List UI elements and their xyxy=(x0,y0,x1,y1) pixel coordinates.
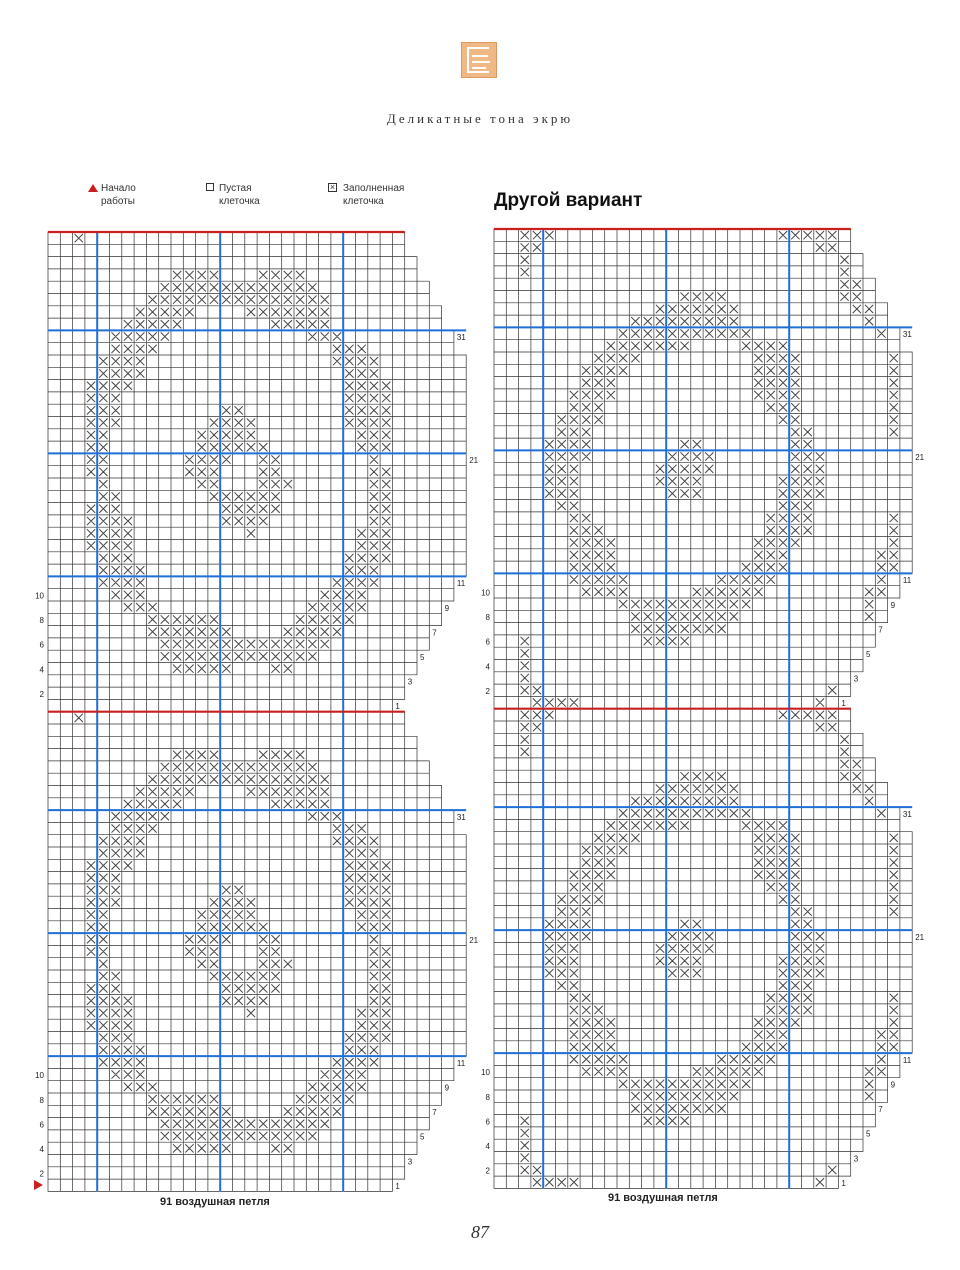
row-label-right: 7 xyxy=(432,628,437,638)
row-label-left: 4 xyxy=(485,662,490,672)
row-label-left: 10 xyxy=(35,1071,44,1081)
row-label-left: 6 xyxy=(39,640,44,650)
page-number: 87 xyxy=(471,1222,489,1242)
row-label-left: 8 xyxy=(485,613,490,623)
row-label-right: 5 xyxy=(420,653,425,663)
row-label-right: 3 xyxy=(407,1157,413,1167)
legend-filled-label: Заполненная клеточка xyxy=(343,183,405,207)
legend-start-label: Начало работы xyxy=(101,183,136,207)
row-label-left: 2 xyxy=(39,1169,44,1179)
variant-title: Другой вариант xyxy=(494,190,643,211)
row-label-right: 11 xyxy=(456,1058,466,1068)
row-label-right: 5 xyxy=(866,1129,871,1139)
row-label-right: 21 xyxy=(915,453,925,463)
row-label-left: 2 xyxy=(485,1166,490,1176)
row-label-right: 21 xyxy=(915,932,925,942)
legend-empty-label: Пустая клеточка xyxy=(219,183,260,207)
row-label-left: 10 xyxy=(481,1068,490,1078)
row-label-right: 21 xyxy=(469,456,479,466)
row-label-right: 5 xyxy=(420,1132,425,1142)
row-label-left: 6 xyxy=(485,1117,490,1127)
row-label-right: 9 xyxy=(890,600,896,610)
row-label-right: 11 xyxy=(902,1055,912,1065)
row-label-right: 1 xyxy=(395,702,400,712)
row-label-right: 1 xyxy=(395,1181,400,1191)
start-marker-icon xyxy=(34,1180,43,1190)
row-label-left: 4 xyxy=(485,1142,490,1152)
row-label-right: 7 xyxy=(878,625,883,635)
row-label-left: 8 xyxy=(485,1092,490,1102)
row-label-right: 3 xyxy=(853,674,859,684)
row-label-left: 6 xyxy=(39,1120,44,1130)
row-label-right: 9 xyxy=(444,1083,450,1093)
row-label-right: 31 xyxy=(902,330,912,340)
row-label-right: 7 xyxy=(432,1108,437,1118)
row-label-right: 11 xyxy=(456,579,466,589)
row-label-right: 31 xyxy=(456,812,466,822)
row-label-left: 8 xyxy=(39,616,44,626)
row-label-right: 3 xyxy=(407,677,413,687)
row-label-left: 2 xyxy=(485,686,490,696)
row-label-right: 21 xyxy=(469,935,479,945)
filled-cell-icon: × xyxy=(329,182,336,192)
row-label-left: 6 xyxy=(485,637,490,647)
row-label-left: 10 xyxy=(35,591,44,601)
row-label-left: 4 xyxy=(39,665,44,675)
row-label-right: 31 xyxy=(902,809,912,819)
chart-right-caption: 91 воздушная петля xyxy=(608,1192,718,1204)
row-label-right: 11 xyxy=(902,576,912,586)
row-label-left: 2 xyxy=(39,689,44,699)
row-label-right: 31 xyxy=(456,333,466,343)
row-label-right: 1 xyxy=(841,1178,846,1188)
row-label-right: 5 xyxy=(866,650,871,660)
row-label-right: 9 xyxy=(890,1080,896,1090)
row-label-right: 9 xyxy=(444,603,450,613)
row-label-left: 8 xyxy=(39,1095,44,1105)
row-label-right: 7 xyxy=(878,1105,883,1115)
row-label-right: 1 xyxy=(841,699,846,709)
row-label-right: 3 xyxy=(853,1154,859,1164)
running-title: Деликатные тона экрю xyxy=(386,111,574,126)
chart-left-caption: 91 воздушная петля xyxy=(160,1196,270,1208)
row-label-left: 10 xyxy=(481,588,490,598)
row-label-left: 4 xyxy=(39,1145,44,1155)
